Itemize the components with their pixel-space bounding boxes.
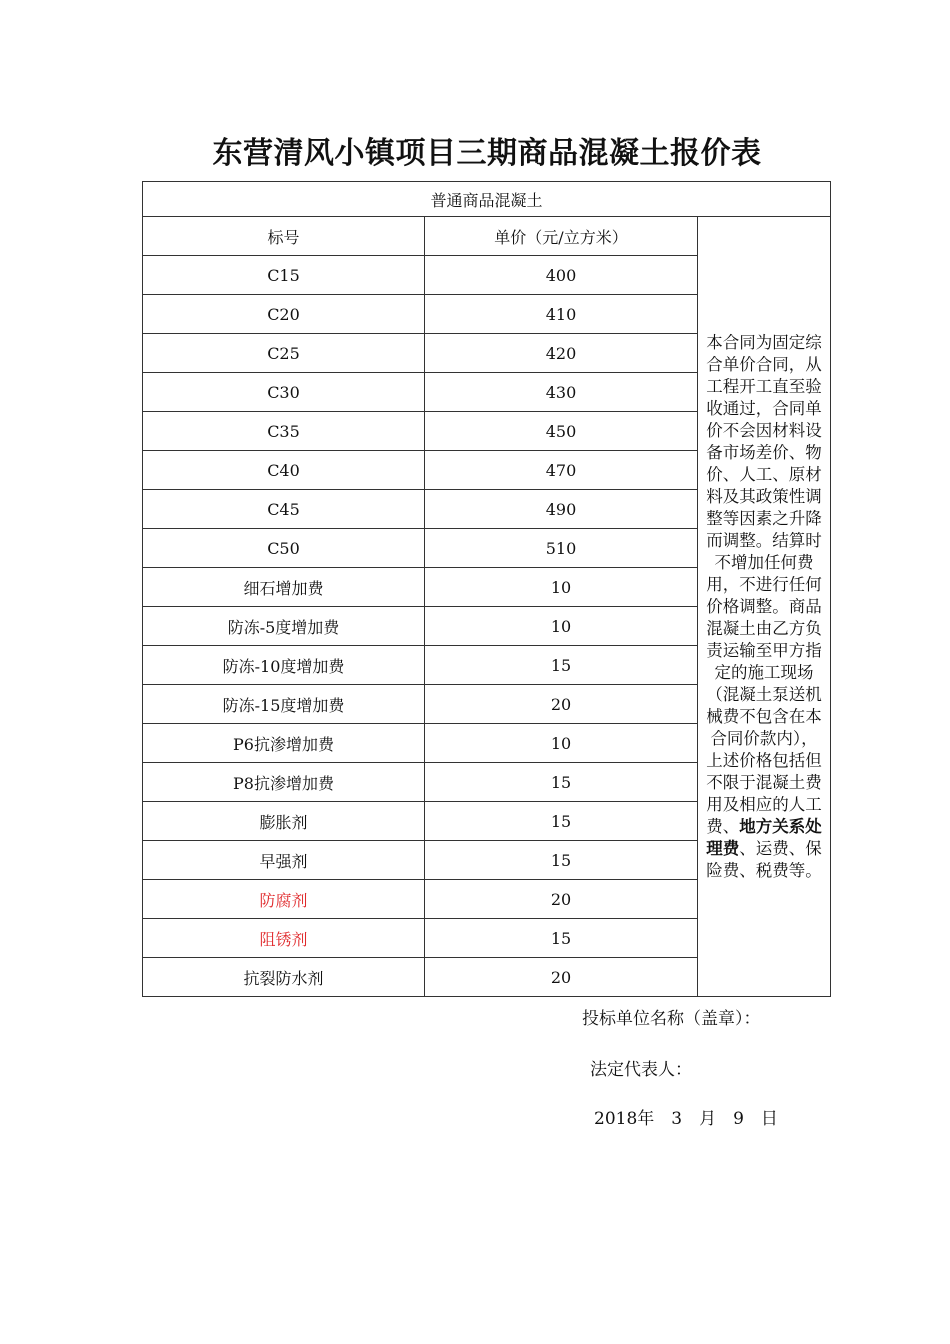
grade-cell: 防腐剂: [143, 880, 425, 919]
price-cell: 20: [425, 880, 698, 919]
price-cell: 510: [425, 529, 698, 568]
grade-cell: C40: [143, 451, 425, 490]
note-text-part2: 、运费、保险费、税费等。: [706, 838, 822, 880]
price-cell: 10: [425, 607, 698, 646]
grade-cell: C20: [143, 295, 425, 334]
grade-cell: 早强剂: [143, 841, 425, 880]
price-cell: 470: [425, 451, 698, 490]
price-cell: 490: [425, 490, 698, 529]
section-header: 普通商品混凝土: [143, 182, 831, 217]
grade-cell: 抗裂防水剂: [143, 958, 425, 997]
price-cell: 15: [425, 802, 698, 841]
note-text-part1: 本合同为固定综合单价合同，从工程开工直至验收通过，合同单价不会因材料设备市场差价、物价、人工、原材料及其政策性调整等因素之升降而调整。结算时不增加任何费用，不进行任何价格调整。商品混凝土由乙方负责运输至甲方指定的施工现场（混凝土泵送机械费不包含在本合同价款内），上述价格包括但不限于混凝土费用及相应的人工费、: [706, 332, 822, 836]
grade-cell: 阻锈剂: [143, 919, 425, 958]
price-cell: 450: [425, 412, 698, 451]
price-cell: 15: [425, 919, 698, 958]
price-cell: 430: [425, 373, 698, 412]
grade-cell: 膨胀剂: [143, 802, 425, 841]
grade-cell: C35: [143, 412, 425, 451]
grade-cell: P8抗渗增加费: [143, 763, 425, 802]
price-cell: 15: [425, 646, 698, 685]
column-header-price: 单价（元/立方米）: [425, 217, 698, 256]
price-cell: 20: [425, 685, 698, 724]
price-cell: 10: [425, 724, 698, 763]
price-cell: 410: [425, 295, 698, 334]
bidder-label: 投标单位名称（盖章）：: [582, 1009, 761, 1029]
grade-cell: 细石增加费: [143, 568, 425, 607]
grade-cell: C30: [143, 373, 425, 412]
grade-cell: C45: [143, 490, 425, 529]
contract-note: [698, 217, 831, 997]
price-cell: 15: [425, 763, 698, 802]
price-cell: 15: [425, 841, 698, 880]
price-table: [142, 181, 831, 997]
representative-label: 法定代表人：: [590, 1060, 692, 1080]
grade-cell: C50: [143, 529, 425, 568]
grade-cell: C15: [143, 256, 425, 295]
date-label: 2018年 3 月 9 日: [594, 1109, 778, 1129]
column-header-grade: 标号: [143, 217, 425, 256]
price-cell: 20: [425, 958, 698, 997]
grade-cell: 防冻-15度增加费: [143, 685, 425, 724]
grade-cell: P6抗渗增加费: [143, 724, 425, 763]
price-cell: 420: [425, 334, 698, 373]
grade-cell: 防冻-5度增加费: [143, 607, 425, 646]
note-text-bold: 地方关系处理费: [706, 816, 822, 858]
price-cell: 400: [425, 256, 698, 295]
grade-cell: 防冻-10度增加费: [143, 646, 425, 685]
price-cell: 10: [425, 568, 698, 607]
grade-cell: C25: [143, 334, 425, 373]
page-title: 东营清风小镇项目三期商品混凝土报价表: [212, 136, 762, 171]
